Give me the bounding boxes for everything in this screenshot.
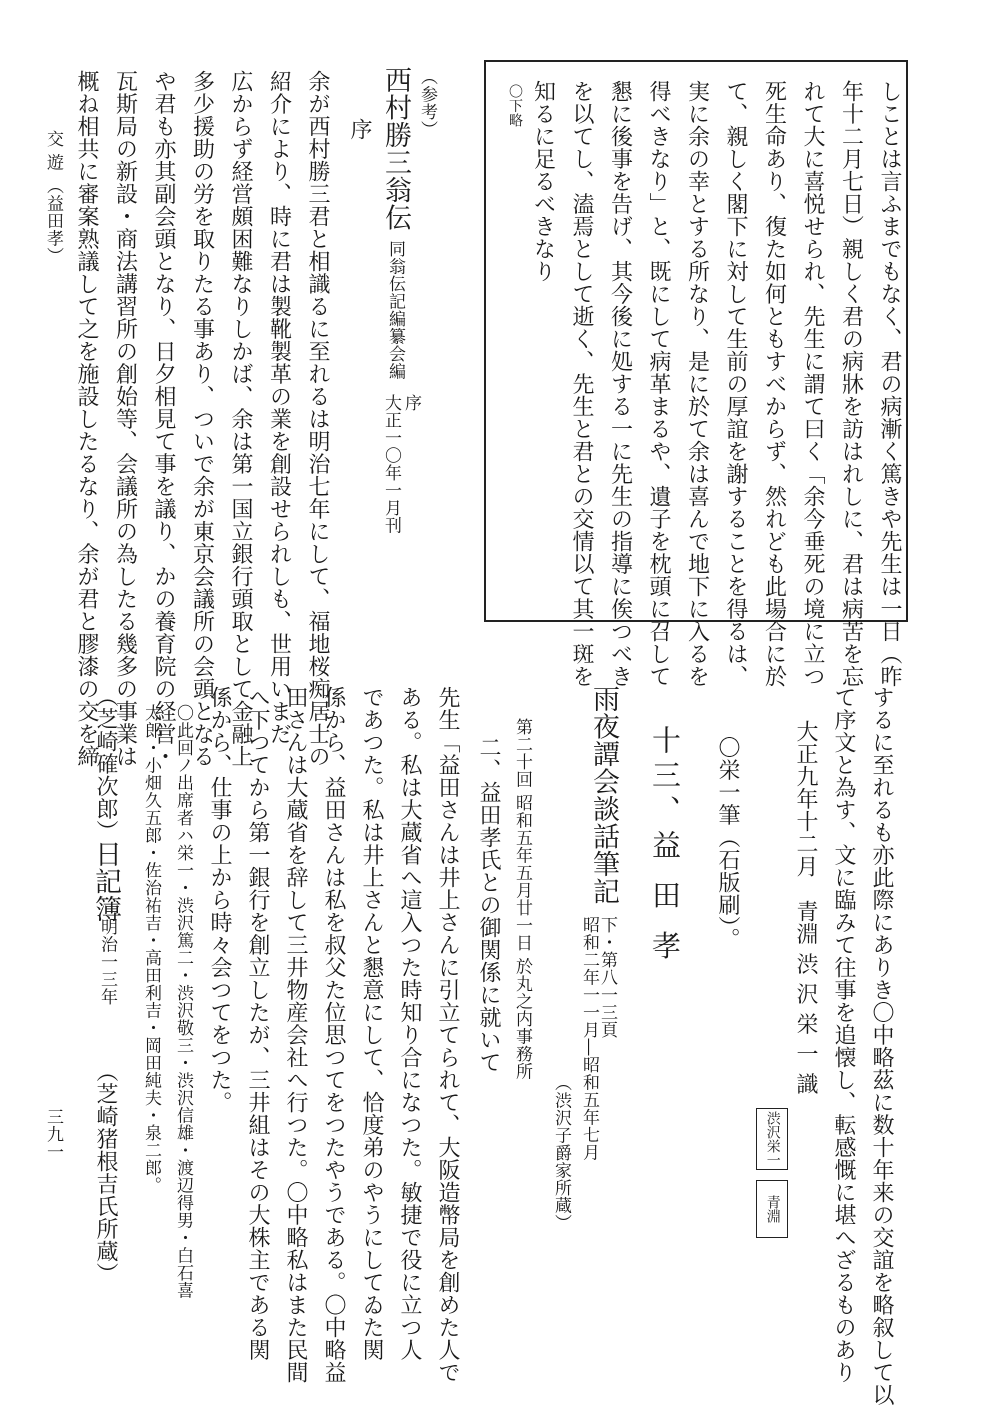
diary-source: （芝崎猪根吉氏所蔵） — [93, 1060, 118, 1285]
quotation-line: 知るに足るべきなり — [530, 80, 556, 283]
body-line: ある。私は大蔵省へ這入つた時知り合になつた。敏捷で役に立つ人 — [397, 686, 422, 1361]
ref-editor: 同翁伝記編纂会編 — [385, 240, 405, 380]
diary-title: 日記簿 — [90, 840, 121, 923]
seal-shibusawa: 渋沢栄一 — [756, 1108, 788, 1170]
body-line: するに至れるも亦此際にありき〇中略茲に数十年来の交誼を略叙して以 — [869, 686, 894, 1406]
running-head: 交 遊 （益田孝） — [43, 130, 63, 265]
uyadan-session: 第二十回 昭和五年五月廿一日 於丸之内事務所 — [512, 718, 532, 1080]
ink-note: 〇栄一筆（石版刷）。 — [715, 736, 740, 950]
body-line: 多少援助の労を取りたる事あり、ついで余が東京会議所の会頭となる — [189, 70, 215, 768]
ref-section-heading: 序 — [347, 118, 372, 141]
body-line: 瓦斯局の新設・商法講習所の創始等、会議所の為したる幾多の事業は — [112, 70, 138, 768]
ref-pub-date: 大正一〇年一月刊 — [381, 394, 401, 534]
body-line: 係から、益田さんは私を叔父た位思つてをつたやうである。〇中略益 — [321, 686, 346, 1384]
quotation-line: しことは言ふまでもなく、君の病漸く篤きや先生は一日（昨 — [877, 80, 902, 688]
seal-seien: 青淵 — [756, 1180, 788, 1238]
ref-tag: （参考） — [417, 68, 437, 138]
attendance-line: 〇此回ノ出席者ハ栄一・渋沢篤二・渋沢敬三・渋沢信雄・渡辺得男・白石喜 — [173, 704, 193, 1299]
body-line: へ下つてから第一銀行を創立したが、三井組はその大株主である関 — [245, 686, 270, 1361]
uyadan-source: （渋沢子爵家所蔵） — [551, 1074, 571, 1232]
body-line: 田さんは大蔵省を辞して三井物産会社へ行つた。〇中略私はまた民間 — [283, 686, 308, 1384]
quotation-line: 実に余の幸とする所なり、是に於て余は喜んで地下に入るを — [684, 80, 710, 688]
body-line: 概ね相共に審案熟議して之を施設したるなり、余が君と膠漆の交を締 — [74, 70, 99, 768]
omission-note: 〇下略 — [507, 84, 523, 128]
body-line: 広からず経営頗困難なりしかば、余は第一国立銀行頭取として金融上 — [228, 70, 253, 768]
ref-pub-label: 序 — [401, 394, 421, 412]
attendance-line: 太郎・小畑久五郎・佐治祐吉・高田利吉・岡田純夫・泉二郎。 — [141, 704, 161, 1194]
quotation-line: を以てし、溘焉として逝く、先生と君との交情以て其一斑を — [569, 80, 594, 688]
body-line: 紹介により、時に君は製靴製革の業を創設せられしも、世用いまだ — [266, 70, 292, 745]
uyadan-ref: 下・第八一三頁 — [597, 916, 617, 1039]
quotation-line: 死生命あり、復た如何ともすべからず、然れども此場合に於 — [761, 80, 787, 688]
diary-year: 明治一三年 — [97, 918, 117, 1006]
quotation-line: 得べきなり」と、既にして病革まるや、遺子を枕頭に召して — [646, 80, 671, 688]
uyadan-dates: 昭和二年一一月―昭和五年七月 — [579, 916, 599, 1161]
quotation-line: 年十二月七日）親しく君の病牀を訪はれしに、君は病苦を忘 — [838, 80, 864, 688]
body-line: や君も亦其副会頭となり、日夕相見て事を議り、かの養育院の経営・ — [151, 70, 176, 768]
body-line: 先生「益田さんは井上さんに引立てられて、大阪造幣局を創めた人で — [435, 686, 460, 1384]
body-line: て序文と為す、文に臨みて往事を追懐し、転感慨に堪へざるものあり — [831, 686, 856, 1384]
section-13-heading: 十三、益 田 孝 — [648, 725, 682, 966]
quotation-line: 懇に後事を告げ、其今後に処する一に先生の指導に俟つべき — [607, 80, 633, 688]
page-number: 三九一 — [43, 1108, 63, 1161]
preface-date: 大正九年十二月 — [793, 720, 818, 878]
body-line: であつた。私は井上さんと懇意にして、恰度弟のやうにしてゐた関 — [359, 686, 384, 1361]
ref-title: 西村勝三翁伝 — [380, 66, 411, 231]
quotation-line: て、親しく閣下に対して生前の厚誼を謝することを得るは、 — [723, 80, 748, 688]
body-line: 余が西村勝三君と相識るに至れるは明治七年にして、福地桜痴居士の — [305, 70, 330, 768]
uyadan-title: 雨夜譚会談話筆記 — [588, 685, 619, 905]
uyadan-topic: 二、益田孝氏との御関係に就いて — [476, 736, 501, 1074]
quotation-line: れて大に喜悦せられ、先生に謂て曰く「余今垂死の境に立つ — [800, 80, 825, 688]
preface-signature: 青淵 渋 沢 栄 一 識 — [793, 900, 818, 1095]
diary-author: （芝崎確次郎） — [93, 685, 118, 843]
body-line: 係から、仕事の上から時々会つてをつた。 — [207, 686, 232, 1114]
